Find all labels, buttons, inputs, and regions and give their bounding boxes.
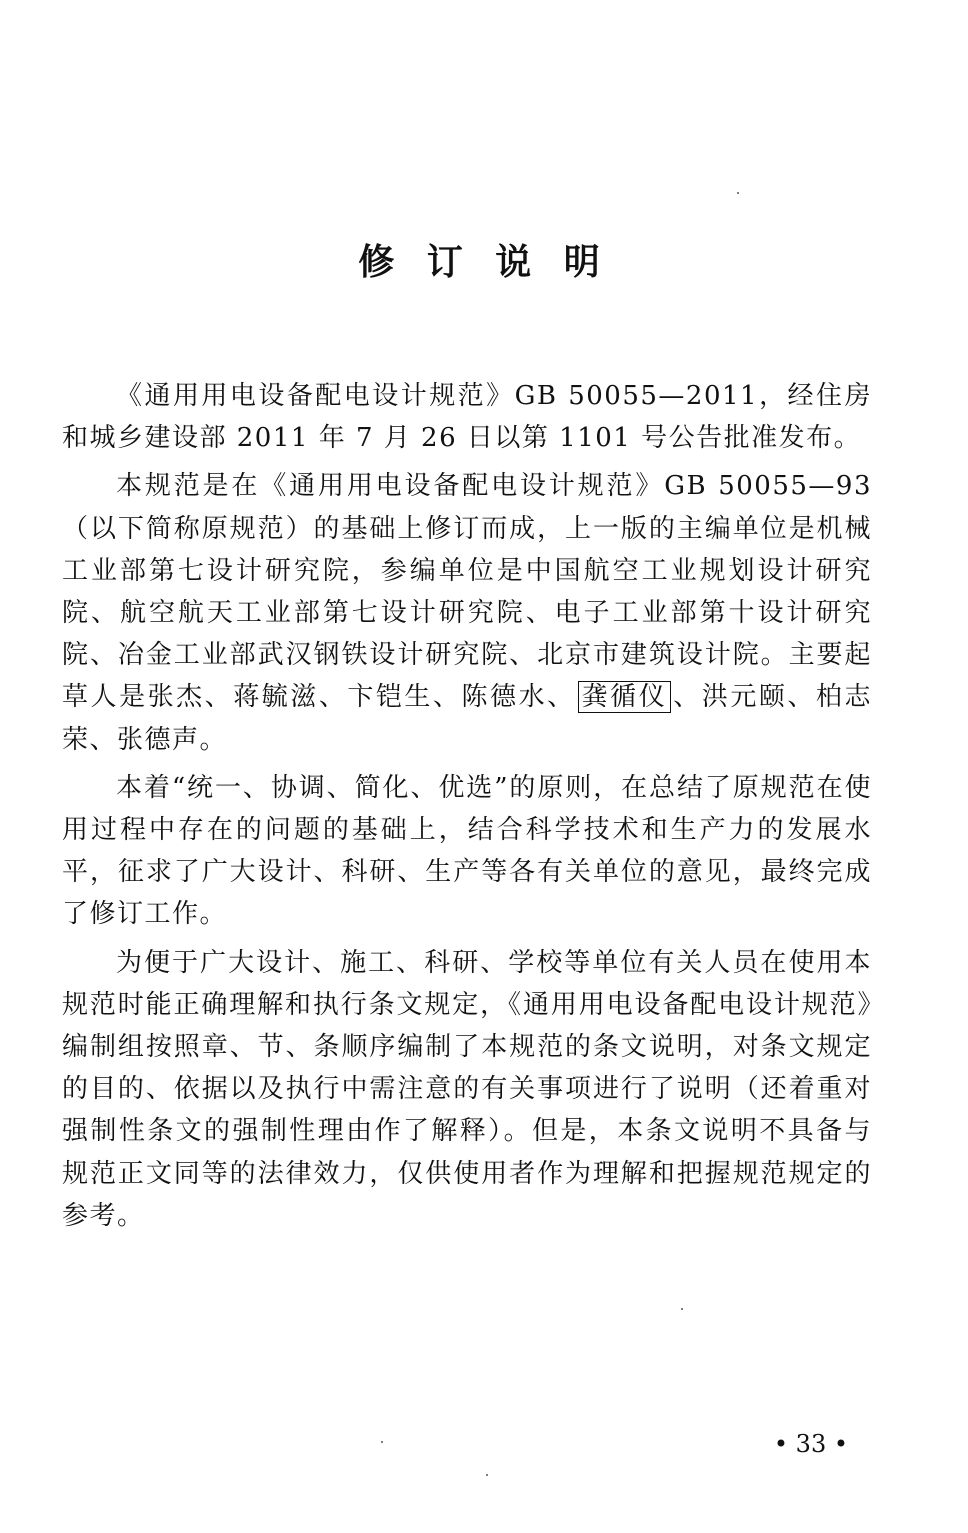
scan-speck (486, 1474, 488, 1476)
page-title: 修 订 说 明 (358, 242, 610, 283)
document-body (62, 375, 872, 1237)
scan-speck (737, 192, 739, 194)
paragraph-purpose: 为便于广大设计、施工、科研、学校等单位有关人员在使用本规范时能正确理解和执行条文规定，《通用用电设备配电设计规范》编制组按照章、节、条顺序编制了本规范的条文说明，对条文规定的目的、依据以及执行中需注意的有关事项进行了说明（还着重对强制性条文的强制性理由作了解释）。但是，本条文说明不具备与规范正文同等的法律效力，仅供使用者作为理解和把握规范规定的参考。 (62, 947, 872, 1231)
paragraph-principles: 本着“统一、协调、简化、优选”的原则，在总结了原规范在使用过程中存在的问题的基础上，结合科学技术和生产力的发展水平，征求了广大设计、科研、生产等各有关单位的意见，最终完成了修订工作。 (62, 772, 872, 930)
boxed-name: 龚循仪 (578, 681, 672, 713)
scan-speck (681, 1308, 683, 1310)
scan-speck (381, 1441, 383, 1443)
paragraph-revision-text: 本规范是在《通用用电设备配电设计规范》GB 50055—93（以下简称原规范）的基础上修订而成，上一版的主编单位是机械工业部第七设计研究院，参编单位是中国航空工业规划设计研究院、航空航天工业部第七设计研究院、电子工业部第十设计研究院、冶金工业部武汉钢铁设计研究院、北京市建筑设计院。主要起草人是张杰、蒋毓滋、卞铠生、陈德水、 (62, 471, 872, 713)
page-number: • 33 • (773, 1430, 848, 1458)
paragraph-publication: 《通用用电设备配电设计规范》GB 50055—2011，经住房和城乡建设部 2011 年 7 月 26 日以第 1101 号公告批准发布。 (62, 381, 872, 454)
paragraph-revision-text-end: 、洪元颐、柏志荣、张德声。 (62, 682, 872, 755)
paragraph-revision-history (62, 465, 872, 760)
